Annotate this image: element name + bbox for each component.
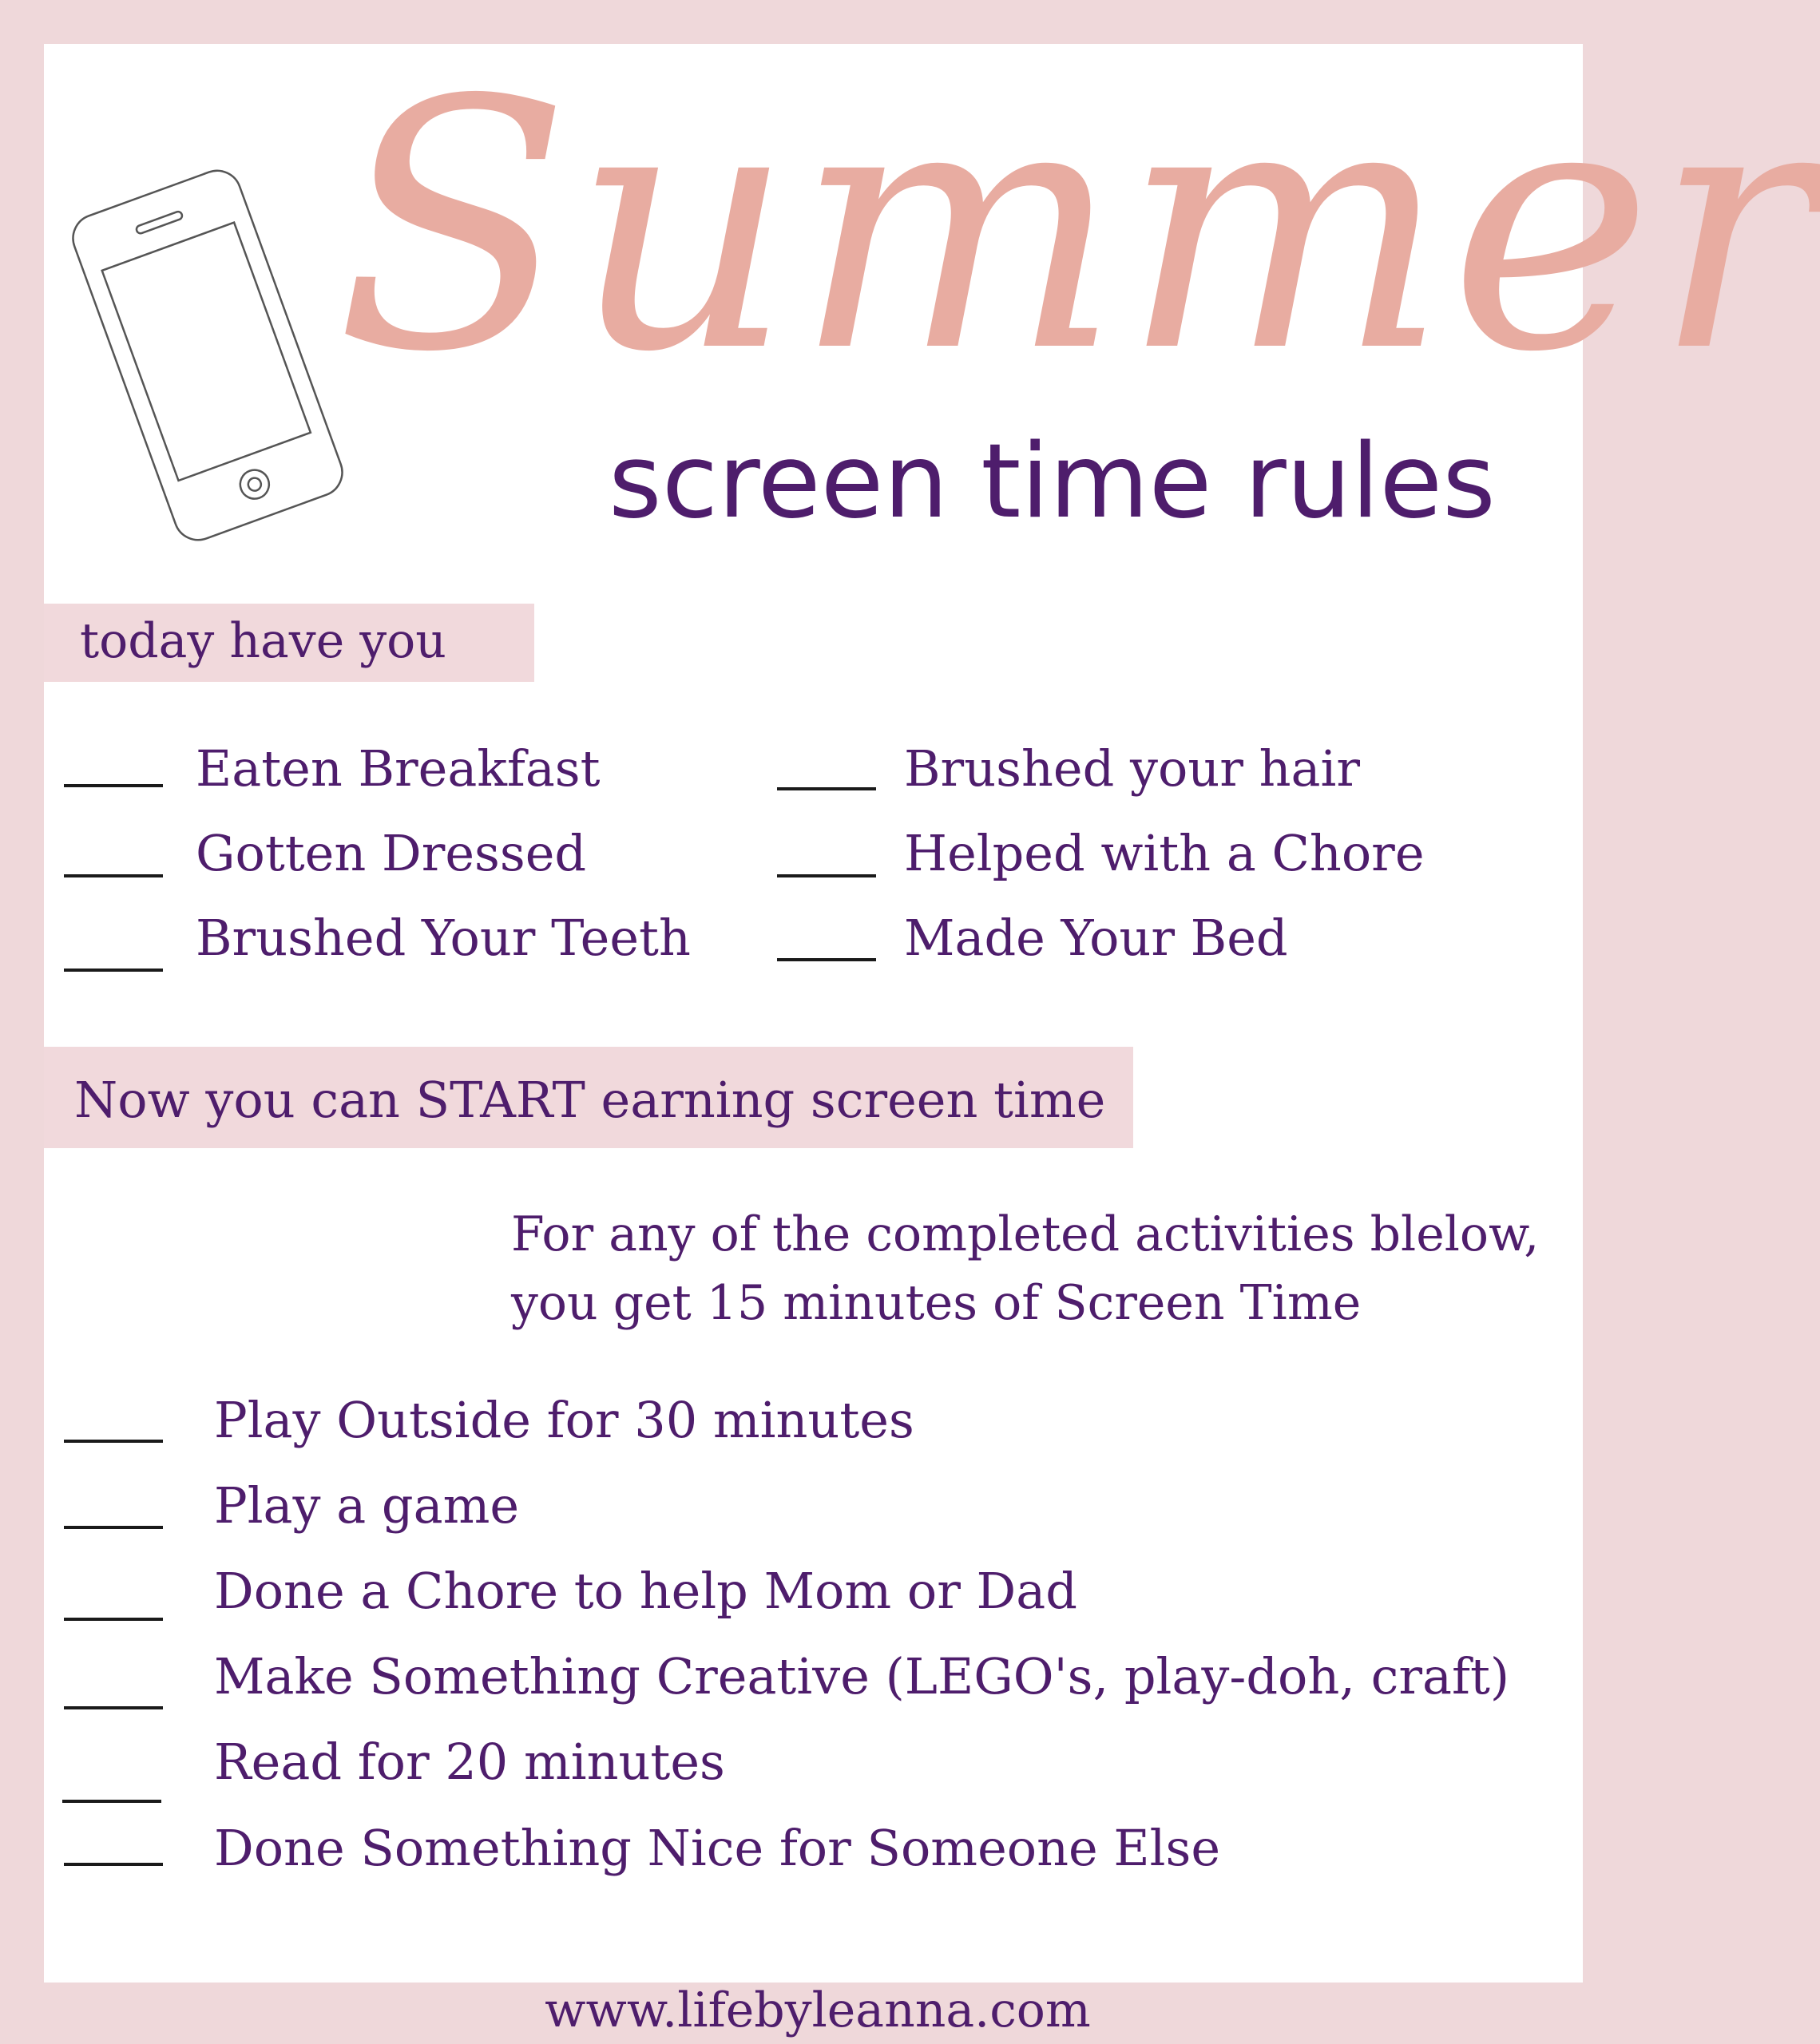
activity-item: Make Something Creative (LEGO's, play-doh, craft) [214,1647,1510,1705]
activity-item: Done a Chore to help Mom or Dad [214,1562,1077,1620]
checkbox-line[interactable] [777,874,876,877]
checkbox-line[interactable] [64,1618,163,1621]
checkbox-line[interactable] [64,1863,163,1866]
activity-item: Play a game [214,1476,520,1535]
checkbox-line[interactable] [64,1440,163,1443]
instructions-note [511,1200,1549,1337]
checkbox-line[interactable] [62,1800,161,1803]
section-heading-label: today have you [80,613,446,669]
checklist-item: Brushed your hair [904,739,1360,798]
activity-item: Read for 20 minutes [214,1733,725,1791]
note-line: you get 15 minutes of Screen Time [511,1275,1362,1331]
section-heading-label: Now you can START earning screen time [74,1071,1106,1129]
page-subtitle: screen time rules [609,422,1496,541]
checkbox-line[interactable] [64,874,163,877]
checkbox-line[interactable] [64,1526,163,1529]
activity-item: Done Something Nice for Someone Else [214,1819,1221,1877]
section-heading-today [44,604,534,682]
checkbox-line[interactable] [64,1706,163,1709]
section-heading-earn [44,1047,1133,1148]
page-title: Summer [335,28,1820,427]
note-line: For any of the completed activities blelow, [511,1206,1540,1262]
footer-url: www.lifebyleanna.com [545,1983,1091,2038]
smartphone-icon [72,172,343,539]
checklist-item: Made Your Bed [904,909,1288,967]
checklist-item: Eaten Breakfast [196,739,601,798]
checklist-item: Brushed Your Teeth [196,909,691,967]
checkbox-line[interactable] [777,787,876,790]
checkbox-line[interactable] [64,784,163,787]
activity-item: Play Outside for 30 minutes [214,1391,914,1449]
checklist-item: Helped with a Chore [904,824,1425,882]
checkbox-line[interactable] [777,958,876,961]
checkbox-line[interactable] [64,969,163,972]
checklist-item: Gotten Dressed [196,824,587,882]
